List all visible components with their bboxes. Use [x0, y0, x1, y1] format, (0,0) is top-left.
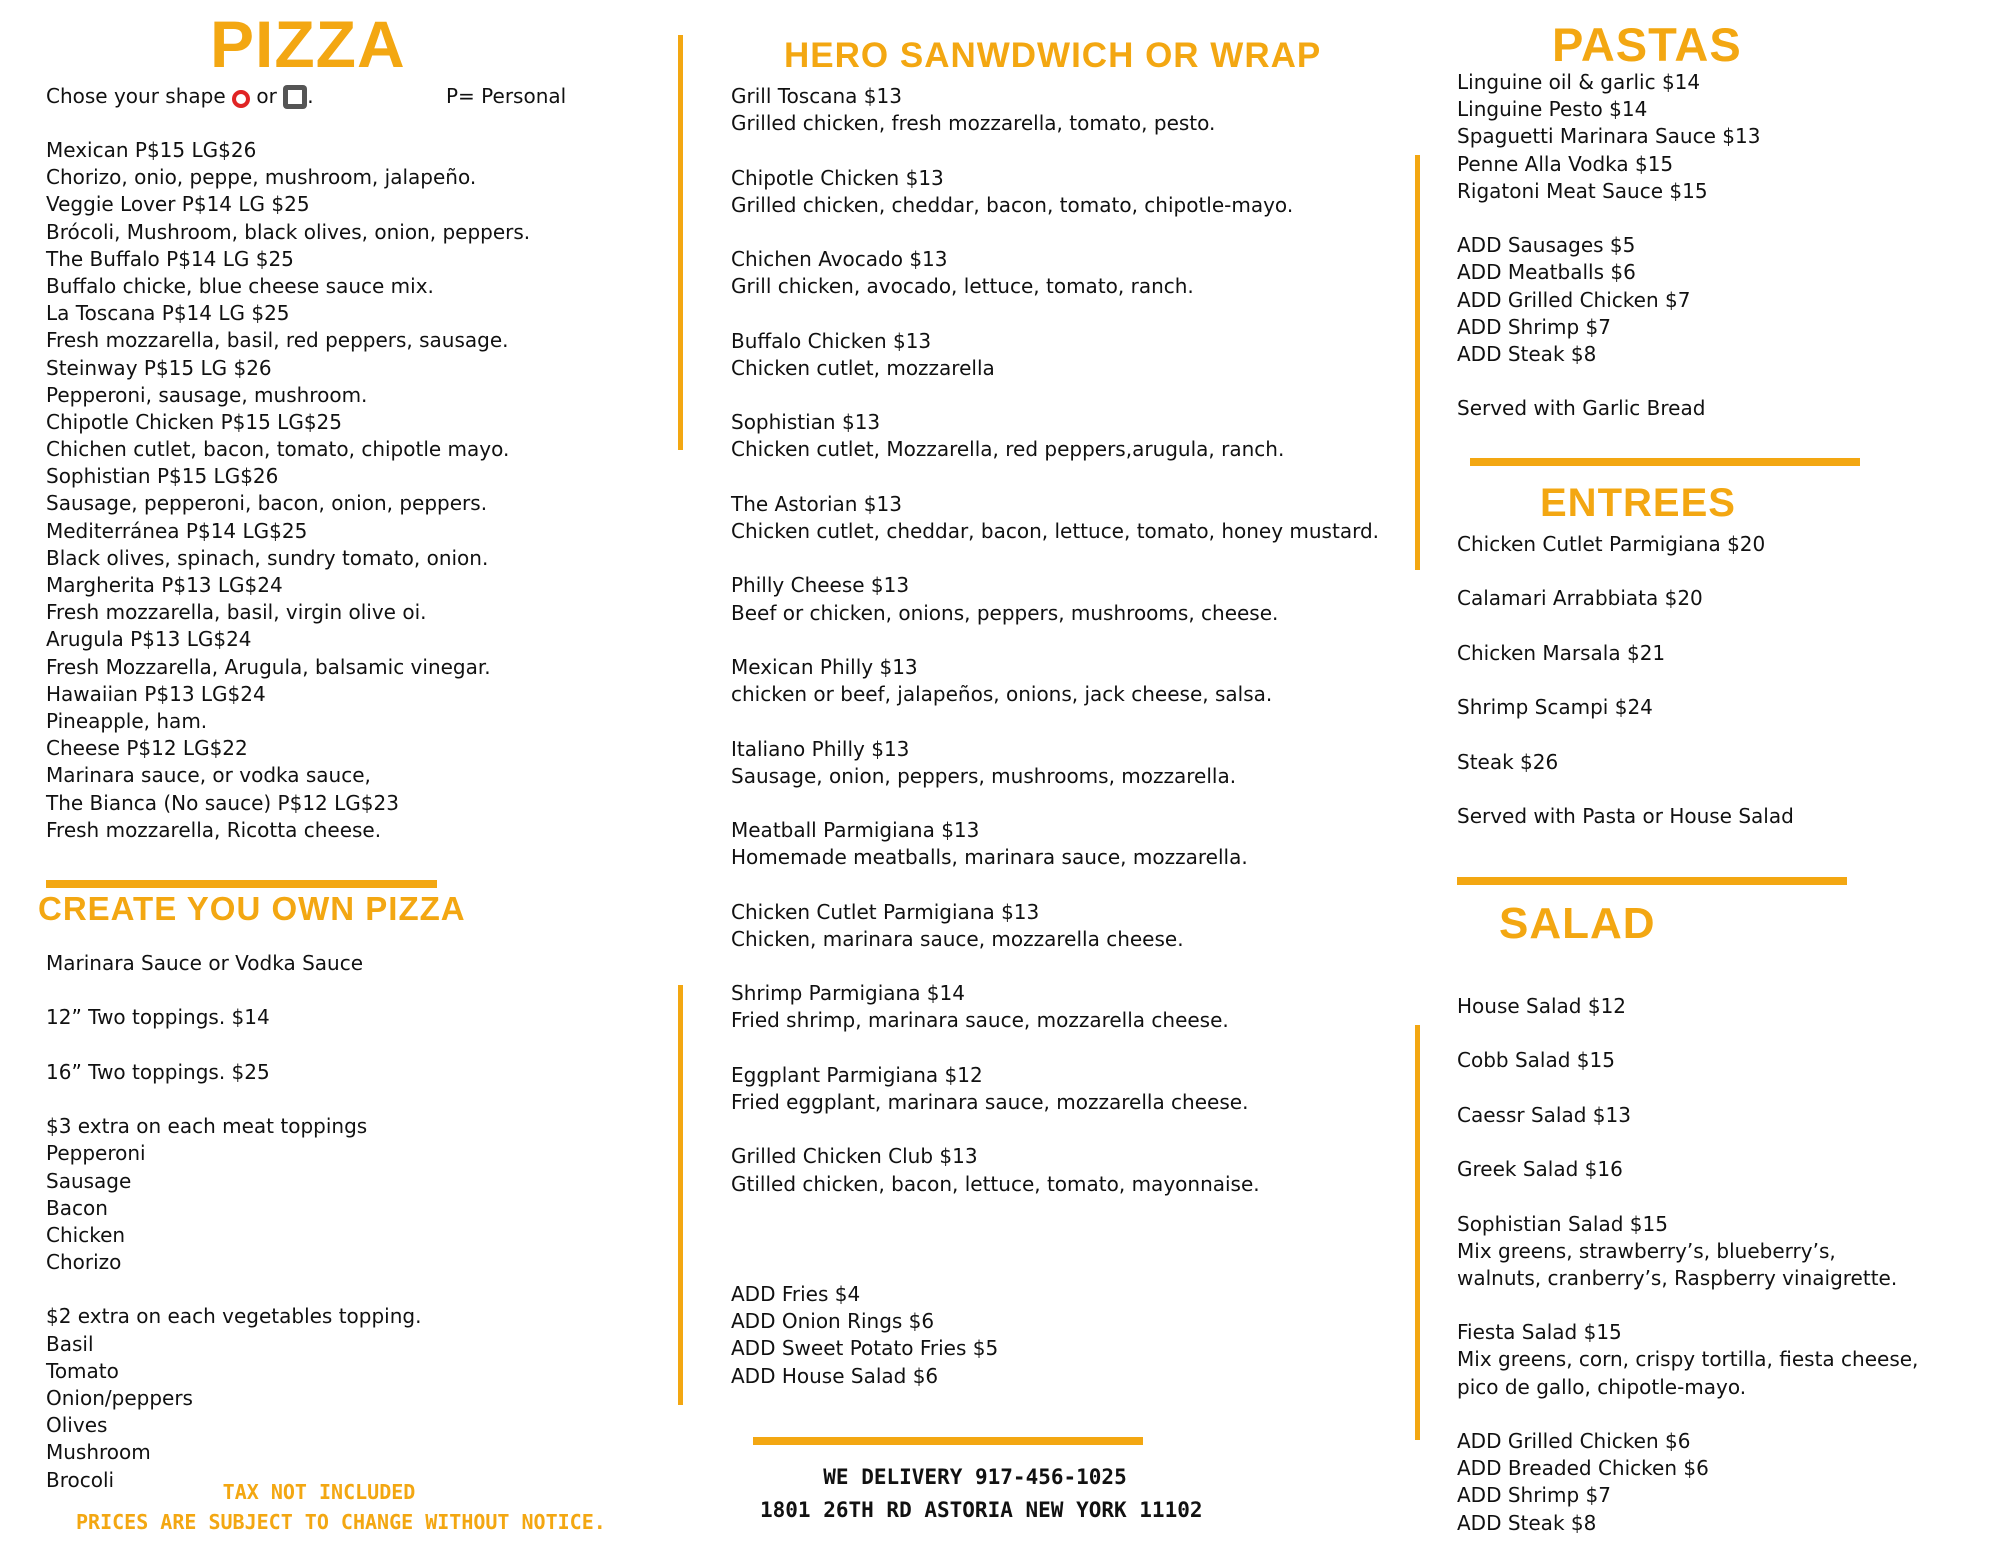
menu-item-name: Sophistian Salad $15 — [1457, 1211, 1668, 1236]
addon-item: ADD Steak $8 — [1457, 1510, 1597, 1535]
menu-item-name: Chicken Cutlet Parmigiana $13 — [731, 899, 1040, 924]
divider — [678, 35, 683, 450]
menu-item-name: Shrimp Parmigiana $14 — [731, 981, 965, 1006]
list-item: Mexican P$15 LG$26 — [46, 138, 257, 162]
list-item: Chicken — [46, 1222, 126, 1247]
pasta-note: Served with Garlic Bread — [1457, 396, 1706, 421]
list-item: Brocoli — [46, 1467, 115, 1492]
list-item: Greek Salad $16 — [1457, 1157, 1623, 1182]
addon-item: ADD Onion Rings $6 — [731, 1309, 935, 1334]
list-item: Brócoli, Mushroom, black olives, onion, peppers. — [46, 219, 531, 244]
list-item: Chipotle Chicken P$15 LG$25 — [46, 409, 342, 434]
list-item: Fresh Mozzarella, Arugula, balsamic vinegar. — [46, 654, 491, 679]
size-16-option: 16” Two toppings. $25 — [46, 1059, 270, 1084]
list-item: Chichen cutlet, bacon, tomato, chipotle mayo. — [46, 437, 510, 462]
pizza-title: PIZZA — [210, 7, 406, 81]
list-item: Sophistian P$15 LG$26 — [46, 464, 279, 489]
list-item: Cheese P$12 LG$22 — [46, 736, 248, 761]
divider — [1415, 155, 1420, 570]
divider — [46, 880, 437, 888]
personal-note: P= Personal — [446, 84, 567, 108]
menu-item-desc: Chicken cutlet, Mozzarella, red peppers,arugula, ranch. — [731, 437, 1285, 462]
menu-item-desc: Grill chicken, avocado, lettuce, tomato, ranch. — [731, 274, 1194, 299]
divider — [678, 985, 683, 1405]
list-item: La Toscana P$14 LG $25 — [46, 301, 290, 326]
list-item: Chorizo, onio, peppe, mushroom, jalapeño. — [46, 165, 477, 190]
list-item: Bacon — [46, 1195, 108, 1220]
pastas-title: PASTAS — [1552, 18, 1742, 71]
divider — [1470, 458, 1860, 466]
list-item: Black olives, spinach, sundry tomato, onion. — [46, 545, 489, 570]
list-item: Steak $26 — [1457, 749, 1559, 774]
list-item: Linguine Pesto $14 — [1457, 97, 1648, 122]
list-item: Shrimp Scampi $24 — [1457, 695, 1653, 720]
delivery-address: 1801 26TH RD ASTORIA NEW YORK 11102 — [760, 1498, 1203, 1522]
size-12-option: 12” Two toppings. $14 — [46, 1005, 270, 1030]
menu-item-name: Eggplant Parmigiana $12 — [731, 1062, 983, 1087]
hero-list — [731, 83, 1379, 1198]
list-item: The Buffalo P$14 LG $25 — [46, 246, 294, 271]
list-item: Mediterránea P$14 LG$25 — [46, 518, 308, 543]
list-item: Sausage, pepperoni, bacon, onion, peppers. — [46, 491, 488, 516]
list-item: Rigatoni Meat Sauce $15 — [1457, 178, 1708, 203]
list-item: Spaguetti Marinara Sauce $13 — [1457, 124, 1761, 149]
menu-item-desc: Gtilled chicken, bacon, lettuce, tomato, mayonnaise. — [731, 1171, 1260, 1196]
menu-item-desc: pico de gallo, chipotle-mayo. — [1457, 1374, 1747, 1399]
salad-list — [1457, 993, 1918, 1537]
menu-item-desc: Chicken cutlet, cheddar, bacon, lettuce, tomato, honey mustard. — [731, 519, 1379, 543]
sauce-option: Marinara Sauce or Vodka Sauce — [46, 951, 363, 975]
list-item: Linguine oil & garlic $14 — [1457, 70, 1701, 94]
delivery-phone: WE DELIVERY 917-456-1025 — [823, 1465, 1127, 1489]
list-item: Margherita P$13 LG$24 — [46, 573, 283, 597]
hero-addons — [731, 1281, 998, 1390]
menu-item-desc: Grilled chicken, fresh mozzarella, tomato, pesto. — [731, 111, 1216, 136]
list-item: Olives — [46, 1413, 108, 1438]
create-pizza-list — [46, 950, 421, 1494]
addon-item: ADD Grilled Chicken $6 — [1457, 1429, 1691, 1453]
list-item: Hawaiian P$13 LG$24 — [46, 681, 266, 706]
divider — [1457, 877, 1847, 885]
list-item: The Bianca (No sauce) P$12 LG$23 — [46, 790, 399, 815]
entrees-title: ENTREES — [1540, 481, 1736, 525]
menu-item-name: The Astorian $13 — [731, 491, 902, 516]
list-item: Mushroom — [46, 1440, 151, 1465]
pizza-list — [46, 137, 530, 844]
list-item: Pepperoni — [46, 1141, 146, 1166]
list-item: Steinway P$15 LG $26 — [46, 355, 272, 380]
addon-item: ADD Shrimp $7 — [1457, 1483, 1611, 1508]
tax-notice: TAX NOT INCLUDED — [222, 1480, 416, 1504]
menu-item-desc: chicken or beef, jalapeños, onions, jack cheese, salsa. — [731, 682, 1273, 707]
list-item: Chicken Marsala $21 — [1457, 640, 1666, 665]
menu-item-name: Grill Toscana $13 — [731, 84, 902, 108]
menu-item-desc: Beef or chicken, onions, peppers, mushrooms, cheese. — [731, 600, 1279, 625]
addon-item: ADD Fries $4 — [731, 1282, 861, 1306]
menu-item-desc: Chicken, marinara sauce, mozzarella cheese. — [731, 926, 1184, 951]
menu-item-desc: Fried eggplant, marinara sauce, mozzarella cheese. — [731, 1089, 1249, 1114]
salad-title: SALAD — [1499, 899, 1656, 948]
menu-item-name: Chipotle Chicken $13 — [731, 165, 944, 190]
list-item: Pepperoni, sausage, mushroom. — [46, 382, 368, 407]
menu-item-desc: Grilled chicken, cheddar, bacon, tomato, chipotle-mayo. — [731, 192, 1294, 217]
square-shape-icon — [283, 85, 307, 109]
price-notice: PRICES ARE SUBJECT TO CHANGE WITHOUT NOTICE. — [76, 1510, 606, 1534]
menu-item-name: Chichen Avocado $13 — [731, 247, 948, 272]
pizza-shape-line — [46, 83, 314, 110]
list-item: Arugula P$13 LG$24 — [46, 627, 252, 652]
list-item: Chorizo — [46, 1250, 122, 1275]
menu-item-name: Philly Cheese $13 — [731, 573, 910, 598]
addon-item: ADD House Salad $6 — [731, 1363, 939, 1388]
list-item: Onion/peppers — [46, 1386, 193, 1410]
list-item: Chicken Cutlet Parmigiana $20 — [1457, 532, 1766, 556]
list-item: Buffalo chicke, blue cheese sauce mix. — [46, 273, 434, 298]
menu-item-name: Meatball Parmigiana $13 — [731, 818, 980, 843]
addon-item: ADD Breaded Chicken $6 — [1457, 1456, 1709, 1481]
hero-title: HERO SANWDWICH OR WRAP — [784, 36, 1322, 75]
addon-item: ADD Meatballs $6 — [1457, 260, 1636, 285]
menu-item-desc: Chicken cutlet, mozzarella — [731, 355, 995, 380]
menu-item-name: Grilled Chicken Club $13 — [731, 1144, 978, 1169]
list-item: Fresh mozzarella, Ricotta cheese. — [46, 817, 382, 842]
shape-prefix: Chose your shape — [46, 84, 226, 108]
list-item: Caessr Salad $13 — [1457, 1102, 1631, 1127]
addon-item: ADD Steak $8 — [1457, 341, 1597, 366]
list-item: Veggie Lover P$14 LG $25 — [46, 192, 310, 217]
list-item: Tomato — [46, 1358, 119, 1383]
list-item: Basil — [46, 1331, 94, 1356]
menu-item-desc: Sausage, onion, peppers, mushrooms, mozzarella. — [731, 763, 1237, 788]
divider — [1415, 1025, 1420, 1440]
menu-item-name: Italiano Philly $13 — [731, 736, 910, 761]
addon-item: ADD Sweet Potato Fries $5 — [731, 1336, 999, 1361]
menu-item-name: Mexican Philly $13 — [731, 654, 918, 679]
menu-item-desc: Mix greens, corn, crispy tortilla, fiesta cheese, — [1457, 1347, 1919, 1372]
divider — [753, 1437, 1143, 1445]
addon-item: ADD Grilled Chicken $7 — [1457, 287, 1691, 312]
list-item: Marinara sauce, or vodka sauce, — [46, 763, 371, 788]
shape-or: or — [256, 84, 277, 108]
menu-item-desc: Homemade meatballs, marinara sauce, mozzarella. — [731, 845, 1248, 870]
list-item: Sausage — [46, 1168, 132, 1193]
menu-item-desc: Fried shrimp, marinara sauce, mozzarella cheese. — [731, 1008, 1229, 1033]
menu-item-desc: walnuts, cranberry’s, Raspberry vinaigrette. — [1457, 1265, 1898, 1290]
list-item: House Salad $12 — [1457, 994, 1627, 1018]
list-item: Fresh mozzarella, basil, red peppers, sausage. — [46, 328, 509, 353]
entrees-list — [1457, 531, 1794, 830]
list-item: Fresh mozzarella, basil, virgin olive oi. — [46, 600, 427, 625]
menu-item-name: Sophistian $13 — [731, 410, 881, 435]
pastas-list — [1457, 69, 1760, 422]
veg-header: $2 extra on each vegetables topping. — [46, 1304, 422, 1329]
list-item: Pineapple, ham. — [46, 708, 208, 733]
menu-item-name: Fiesta Salad $15 — [1457, 1320, 1622, 1345]
list-item: Calamari Arrabbiata $20 — [1457, 586, 1703, 611]
create-pizza-title: CREATE YOU OWN PIZZA — [38, 890, 466, 927]
addon-item: ADD Sausages $5 — [1457, 233, 1636, 258]
menu-item-desc: Mix greens, strawberry’s, blueberry’s, — [1457, 1238, 1836, 1263]
menu-item-name: Buffalo Chicken $13 — [731, 328, 932, 353]
round-shape-icon — [232, 90, 250, 108]
addon-item: ADD Shrimp $7 — [1457, 314, 1611, 339]
shape-suffix: . — [307, 84, 314, 108]
list-item: Cobb Salad $15 — [1457, 1048, 1615, 1073]
list-item: Penne Alla Vodka $15 — [1457, 151, 1674, 176]
meat-header: $3 extra on each meat toppings — [46, 1114, 368, 1139]
entree-note: Served with Pasta or House Salad — [1457, 803, 1794, 828]
